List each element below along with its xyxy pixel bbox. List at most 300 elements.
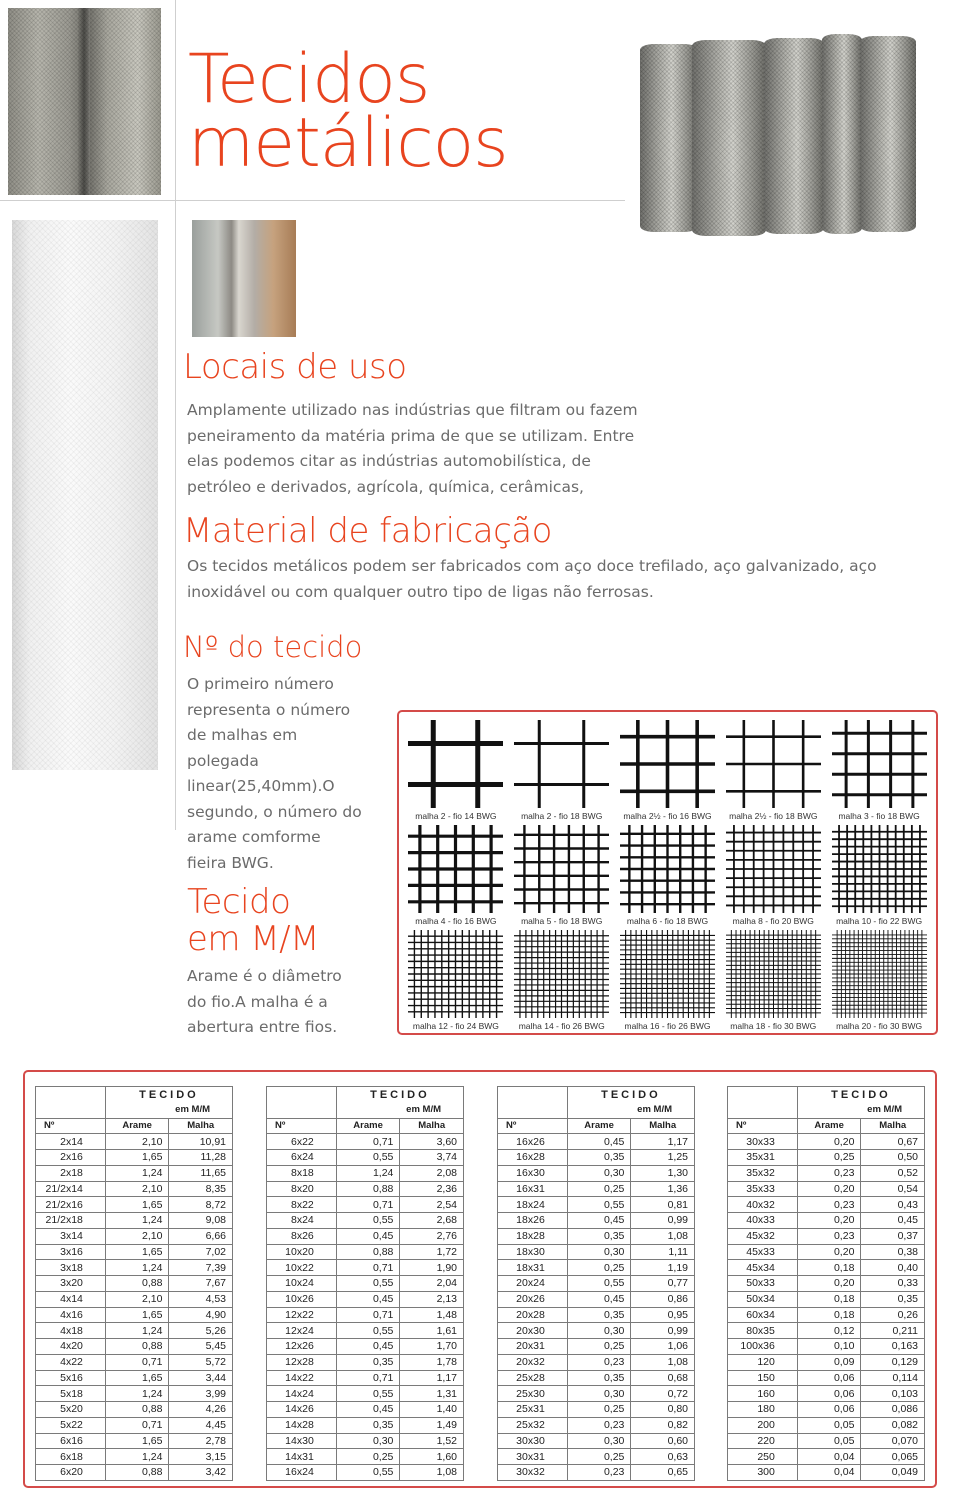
table-row <box>267 1244 464 1260</box>
table-unit: em M/M <box>567 1102 694 1118</box>
cell-numero: 6x22 <box>267 1134 337 1150</box>
table-row <box>498 1165 695 1181</box>
cell-arame: 0,23 <box>797 1165 861 1181</box>
mm-text: Arame é o diâmetro do fio.A malha é a abertura entre fios. <box>187 967 342 1036</box>
cell-numero: 30x30 <box>498 1433 568 1449</box>
cell-arame: 0,23 <box>567 1417 631 1433</box>
cell-numero: 14x28 <box>267 1417 337 1433</box>
cell-numero: 10x24 <box>267 1276 337 1292</box>
cell-arame: 0,25 <box>797 1150 861 1166</box>
cell-malha: 1,08 <box>631 1354 695 1370</box>
cell-malha: 1,61 <box>400 1323 464 1339</box>
cell-numero: 12x22 <box>267 1307 337 1323</box>
cell-arame: 0,71 <box>105 1417 169 1433</box>
cell-arame: 1,65 <box>105 1433 169 1449</box>
cell-malha: 0,65 <box>631 1465 695 1481</box>
cell-malha: 0,086 <box>861 1402 925 1418</box>
mesh-sample-item <box>720 821 826 926</box>
table-row <box>498 1244 695 1260</box>
cell-arame: 0,35 <box>336 1417 400 1433</box>
table-row <box>498 1276 695 1292</box>
cell-numero: 20x31 <box>498 1339 568 1355</box>
cell-malha: 0,163 <box>861 1339 925 1355</box>
mesh-sample-label: malha 10 - fio 22 BWG <box>836 916 923 926</box>
mesh-rolls-photo <box>636 30 916 240</box>
cell-arame: 1,24 <box>105 1165 169 1181</box>
cell-numero: 4x16 <box>36 1307 106 1323</box>
cell-arame: 0,45 <box>336 1228 400 1244</box>
cell-numero: 25x31 <box>498 1402 568 1418</box>
cell-arame: 0,25 <box>567 1402 631 1418</box>
table-row <box>498 1134 695 1150</box>
cell-numero: 6x16 <box>36 1433 106 1449</box>
mesh-sample-swatch <box>832 720 927 808</box>
cell-malha: 1,90 <box>400 1260 464 1276</box>
mesh-sample-swatch <box>620 720 715 808</box>
cell-arame: 0,25 <box>567 1339 631 1355</box>
cell-malha: 0,103 <box>861 1386 925 1402</box>
table-row <box>728 1370 925 1386</box>
table-row <box>267 1433 464 1449</box>
cell-numero: 180 <box>728 1402 798 1418</box>
cell-numero: 35x32 <box>728 1165 798 1181</box>
cell-numero: 14x22 <box>267 1370 337 1386</box>
table-row <box>36 1402 233 1418</box>
table-row <box>267 1291 464 1307</box>
cell-arame: 0,30 <box>567 1165 631 1181</box>
mesh-sample-item <box>826 821 932 926</box>
cell-malha: 3,44 <box>169 1370 233 1386</box>
cell-numero: 20x28 <box>498 1307 568 1323</box>
mesh-sample-swatch <box>408 825 503 913</box>
locais-heading: Locais de uso <box>183 347 407 387</box>
cell-arame: 0,20 <box>797 1134 861 1150</box>
cell-numero: 12x28 <box>267 1354 337 1370</box>
cell-numero: 12x26 <box>267 1339 337 1355</box>
cell-arame: 0,18 <box>797 1260 861 1276</box>
cell-arame: 0,05 <box>797 1417 861 1433</box>
table-row <box>36 1165 233 1181</box>
mesh-sample-item <box>615 716 721 821</box>
table-row <box>36 1339 233 1355</box>
cell-numero: 16x31 <box>498 1181 568 1197</box>
mm-heading <box>187 884 319 958</box>
cell-numero: 80x35 <box>728 1323 798 1339</box>
cell-numero: 14x30 <box>267 1433 337 1449</box>
table-row <box>267 1402 464 1418</box>
table-row <box>36 1307 233 1323</box>
column-header-n: Nº <box>728 1118 798 1134</box>
cell-malha: 6,66 <box>169 1228 233 1244</box>
table-row <box>728 1150 925 1166</box>
cell-malha: 0,99 <box>631 1213 695 1229</box>
table-row <box>267 1150 464 1166</box>
cell-arame: 0,06 <box>797 1402 861 1418</box>
cell-malha: 1,08 <box>400 1465 464 1481</box>
cell-malha: 0,77 <box>631 1276 695 1292</box>
mesh-sample-item <box>615 926 721 1031</box>
cell-malha: 1,72 <box>400 1244 464 1260</box>
cell-malha: 0,070 <box>861 1433 925 1449</box>
cell-malha: 1,08 <box>631 1228 695 1244</box>
table-row <box>36 1370 233 1386</box>
cell-arame: 0,23 <box>567 1465 631 1481</box>
cell-malha: 0,82 <box>631 1417 695 1433</box>
cell-arame: 0,88 <box>105 1276 169 1292</box>
mesh-sample-label: malha 6 - fio 18 BWG <box>626 916 709 926</box>
cell-malha: 2,54 <box>400 1197 464 1213</box>
cell-malha: 0,38 <box>861 1244 925 1260</box>
cell-arame: 0,25 <box>336 1449 400 1465</box>
cell-malha: 3,60 <box>400 1134 464 1150</box>
cell-malha: 4,90 <box>169 1307 233 1323</box>
spec-table <box>266 1086 464 1481</box>
mesh-samples-grid <box>403 716 932 1029</box>
table-row <box>267 1260 464 1276</box>
table-row <box>267 1181 464 1197</box>
cell-numero: 3x14 <box>36 1228 106 1244</box>
cell-malha: 2,36 <box>400 1181 464 1197</box>
table-title: TECIDO <box>336 1087 463 1103</box>
table-row <box>267 1197 464 1213</box>
cell-numero: 300 <box>728 1465 798 1481</box>
cell-arame: 1,24 <box>105 1213 169 1229</box>
cell-numero: 5x22 <box>36 1417 106 1433</box>
cell-malha: 0,37 <box>861 1228 925 1244</box>
mesh-sample-photo <box>192 220 296 337</box>
table-title: TECIDO <box>105 1087 232 1103</box>
cell-arame: 0,20 <box>797 1276 861 1292</box>
cell-malha: 0,80 <box>631 1402 695 1418</box>
cell-numero: 16x28 <box>498 1150 568 1166</box>
cell-arame: 0,35 <box>567 1370 631 1386</box>
cell-malha: 5,45 <box>169 1339 233 1355</box>
cell-numero: 10x20 <box>267 1244 337 1260</box>
mesh-sample-item <box>403 716 509 821</box>
cell-numero: 30x32 <box>498 1465 568 1481</box>
table-unit: em M/M <box>105 1102 232 1118</box>
mm-heading-line2: em M/M <box>187 919 319 959</box>
spec-table <box>497 1086 695 1481</box>
cell-malha: 1,52 <box>400 1433 464 1449</box>
cell-malha: 0,54 <box>861 1181 925 1197</box>
cell-malha: 11,28 <box>169 1150 233 1166</box>
spec-table-2 <box>266 1086 464 1481</box>
cell-arame: 0,55 <box>567 1197 631 1213</box>
column-header-n: Nº <box>36 1118 106 1134</box>
cell-numero: 18x31 <box>498 1260 568 1276</box>
cell-malha: 0,35 <box>861 1291 925 1307</box>
cell-arame: 1,24 <box>105 1449 169 1465</box>
cell-arame: 0,06 <box>797 1370 861 1386</box>
table-row <box>36 1354 233 1370</box>
cell-arame: 0,55 <box>336 1276 400 1292</box>
table-row <box>728 1291 925 1307</box>
cell-arame: 0,55 <box>336 1386 400 1402</box>
mesh-sample-item <box>509 821 615 926</box>
mesh-sample-swatch <box>832 930 927 1018</box>
table-row <box>498 1433 695 1449</box>
locais-text: Amplamente utilizado nas indústrias que filtram ou fazem peneiramento da matéria prima de que se utilizam. Entre elas podemos citar as indústrias automobilística, de petróleo e derivados, agrícola, química, cerâmicas, <box>187 401 638 496</box>
cell-arame: 0,55 <box>336 1323 400 1339</box>
cell-numero: 220 <box>728 1433 798 1449</box>
cell-arame: 0,20 <box>797 1181 861 1197</box>
cell-numero: 12x24 <box>267 1323 337 1339</box>
cell-numero: 10x22 <box>267 1260 337 1276</box>
table-row <box>728 1354 925 1370</box>
mesh-sample-label: malha 5 - fio 18 BWG <box>521 916 603 926</box>
cell-numero: 16x26 <box>498 1134 568 1150</box>
cell-arame: 0,45 <box>336 1339 400 1355</box>
cell-arame: 0,35 <box>567 1150 631 1166</box>
table-unit: em M/M <box>336 1102 463 1118</box>
cell-malha: 0,211 <box>861 1323 925 1339</box>
material-heading: Material de fabricação <box>183 511 552 551</box>
cell-numero: 100x36 <box>728 1339 798 1355</box>
numero-heading: Nº do tecido <box>183 630 363 664</box>
cell-numero: 160 <box>728 1386 798 1402</box>
cell-arame: 0,25 <box>567 1449 631 1465</box>
cell-arame: 0,88 <box>336 1244 400 1260</box>
cell-numero: 3x16 <box>36 1244 106 1260</box>
table-row <box>498 1354 695 1370</box>
cell-numero: 150 <box>728 1370 798 1386</box>
mesh-sample-label: malha 12 - fio 24 BWG <box>412 1021 499 1031</box>
cell-malha: 0,81 <box>631 1197 695 1213</box>
cell-numero: 50x33 <box>728 1276 798 1292</box>
table-row <box>267 1213 464 1229</box>
table-row <box>267 1386 464 1402</box>
cell-malha: 0,63 <box>631 1449 695 1465</box>
cell-numero: 18x30 <box>498 1244 568 1260</box>
cell-malha: 1,06 <box>631 1339 695 1355</box>
table-unit: em M/M <box>797 1102 924 1118</box>
cell-numero: 4x18 <box>36 1323 106 1339</box>
cell-malha: 1,60 <box>400 1449 464 1465</box>
mesh-sample-item <box>720 926 826 1031</box>
cell-arame: 0,06 <box>797 1386 861 1402</box>
cell-numero: 40x32 <box>728 1197 798 1213</box>
cell-numero: 250 <box>728 1449 798 1465</box>
table-row <box>498 1402 695 1418</box>
cell-malha: 7,02 <box>169 1244 233 1260</box>
mesh-sample-swatch <box>620 930 715 1018</box>
cell-malha: 0,95 <box>631 1307 695 1323</box>
cell-malha: 0,67 <box>861 1134 925 1150</box>
cell-numero: 20x24 <box>498 1276 568 1292</box>
cell-malha: 0,065 <box>861 1449 925 1465</box>
table-row <box>267 1307 464 1323</box>
table-row <box>728 1465 925 1481</box>
cell-numero: 35x33 <box>728 1181 798 1197</box>
table-title: TECIDO <box>797 1087 924 1103</box>
cell-arame: 0,18 <box>797 1307 861 1323</box>
cell-numero: 8x24 <box>267 1213 337 1229</box>
cell-malha: 2,76 <box>400 1228 464 1244</box>
cell-arame: 0,55 <box>567 1276 631 1292</box>
cell-arame: 0,04 <box>797 1449 861 1465</box>
table-row <box>728 1165 925 1181</box>
table-row <box>498 1213 695 1229</box>
page-title <box>188 40 508 183</box>
vertical-divider <box>175 0 176 830</box>
mesh-sample-label: malha 2½ - fio 18 BWG <box>729 811 818 821</box>
table-row <box>498 1339 695 1355</box>
spec-table <box>727 1086 925 1481</box>
table-row <box>36 1291 233 1307</box>
mesh-sample-label: malha 18 - fio 30 BWG <box>730 1021 817 1031</box>
cell-numero: 6x20 <box>36 1465 106 1481</box>
horizontal-divider <box>0 200 625 201</box>
mesh-sample-item <box>403 821 509 926</box>
table-row <box>498 1260 695 1276</box>
mesh-sample-swatch <box>832 825 927 913</box>
cell-numero: 6x18 <box>36 1449 106 1465</box>
mesh-closeup-photo <box>8 8 161 195</box>
cell-numero: 2x18 <box>36 1165 106 1181</box>
cell-numero: 60x34 <box>728 1307 798 1323</box>
table-row <box>728 1276 925 1292</box>
cell-numero: 8x20 <box>267 1181 337 1197</box>
column-header-arame: Arame <box>567 1118 631 1134</box>
cell-arame: 0,30 <box>567 1386 631 1402</box>
cell-malha: 1,31 <box>400 1386 464 1402</box>
cell-arame: 0,71 <box>336 1134 400 1150</box>
cell-numero: 4x14 <box>36 1291 106 1307</box>
table-row <box>267 1134 464 1150</box>
cell-arame: 0,35 <box>567 1228 631 1244</box>
table-row <box>498 1465 695 1481</box>
table-row <box>728 1213 925 1229</box>
cell-numero: 8x22 <box>267 1197 337 1213</box>
cell-malha: 4,26 <box>169 1402 233 1418</box>
mesh-sample-item <box>509 716 615 821</box>
cell-arame: 0,20 <box>797 1213 861 1229</box>
table-row <box>36 1386 233 1402</box>
cell-malha: 0,33 <box>861 1276 925 1292</box>
cell-arame: 0,71 <box>336 1197 400 1213</box>
cell-arame: 0,71 <box>336 1370 400 1386</box>
table-row <box>267 1417 464 1433</box>
table-row <box>728 1260 925 1276</box>
table-row <box>728 1386 925 1402</box>
cell-malha: 9,08 <box>169 1213 233 1229</box>
table-row <box>728 1417 925 1433</box>
table-row <box>728 1197 925 1213</box>
column-header-arame: Arame <box>336 1118 400 1134</box>
cell-numero: 25x30 <box>498 1386 568 1402</box>
cell-malha: 1,78 <box>400 1354 464 1370</box>
cell-numero: 8x26 <box>267 1228 337 1244</box>
cell-malha: 0,129 <box>861 1354 925 1370</box>
table-row <box>498 1228 695 1244</box>
table-row <box>267 1276 464 1292</box>
cell-numero: 14x24 <box>267 1386 337 1402</box>
column-header-malha: Malha <box>861 1118 925 1134</box>
cell-numero: 14x26 <box>267 1402 337 1418</box>
cell-arame: 0,30 <box>567 1433 631 1449</box>
table-row <box>498 1386 695 1402</box>
cell-numero: 120 <box>728 1354 798 1370</box>
cell-arame: 1,65 <box>105 1197 169 1213</box>
table-row <box>36 1276 233 1292</box>
cell-malha: 1,17 <box>400 1370 464 1386</box>
cell-arame: 1,24 <box>105 1323 169 1339</box>
cell-arame: 0,25 <box>567 1181 631 1197</box>
cell-arame: 0,30 <box>567 1323 631 1339</box>
cell-numero: 5x20 <box>36 1402 106 1418</box>
cell-malha: 0,86 <box>631 1291 695 1307</box>
mesh-sample-label: malha 2½ - fio 16 BWG <box>623 811 712 821</box>
table-row <box>36 1449 233 1465</box>
cell-malha: 0,049 <box>861 1465 925 1481</box>
table-row <box>498 1370 695 1386</box>
cell-malha: 4,53 <box>169 1291 233 1307</box>
cell-malha: 3,15 <box>169 1449 233 1465</box>
table-row <box>728 1307 925 1323</box>
cell-malha: 7,67 <box>169 1276 233 1292</box>
table-row <box>267 1228 464 1244</box>
spec-tables-panel <box>23 1070 937 1488</box>
table-row <box>498 1181 695 1197</box>
cell-arame: 0,18 <box>797 1291 861 1307</box>
cell-malha: 10,91 <box>169 1134 233 1150</box>
table-row <box>36 1433 233 1449</box>
mesh-sample-item <box>403 926 509 1031</box>
table-row <box>36 1323 233 1339</box>
cell-numero: 10x26 <box>267 1291 337 1307</box>
mesh-sample-swatch <box>514 930 609 1018</box>
table-row <box>267 1323 464 1339</box>
cell-numero: 25x28 <box>498 1370 568 1386</box>
cell-malha: 0,114 <box>861 1370 925 1386</box>
cell-malha: 1,49 <box>400 1417 464 1433</box>
cell-malha: 0,40 <box>861 1260 925 1276</box>
cell-numero: 21/2x14 <box>36 1181 106 1197</box>
page-title-line2: metálicos <box>188 104 508 183</box>
cell-arame: 1,24 <box>105 1260 169 1276</box>
material-text: Os tecidos metálicos podem ser fabricados com aço doce trefilado, aço galvanizado, aço inoxidável ou com qualquer outro tipo de ligas não ferrosas. <box>187 557 877 601</box>
mesh-sample-label: malha 2 - fio 18 BWG <box>521 811 603 821</box>
cell-malha: 2,08 <box>400 1165 464 1181</box>
cell-numero: 45x32 <box>728 1228 798 1244</box>
mesh-sample-label: malha 20 - fio 30 BWG <box>836 1021 923 1031</box>
cell-numero: 3x20 <box>36 1276 106 1292</box>
table-row <box>36 1134 233 1150</box>
table-row <box>728 1244 925 1260</box>
cell-arame: 1,24 <box>105 1386 169 1402</box>
cell-arame: 0,55 <box>336 1150 400 1166</box>
cell-malha: 4,45 <box>169 1417 233 1433</box>
cell-arame: 0,20 <box>797 1244 861 1260</box>
column-header-arame: Arame <box>797 1118 861 1134</box>
table-row <box>267 1165 464 1181</box>
cell-numero: 21/2x18 <box>36 1213 106 1229</box>
cell-malha: 1,70 <box>400 1339 464 1355</box>
cell-numero: 30x31 <box>498 1449 568 1465</box>
cell-malha: 0,52 <box>861 1165 925 1181</box>
cell-malha: 5,26 <box>169 1323 233 1339</box>
cell-malha: 7,39 <box>169 1260 233 1276</box>
mesh-sample-item <box>615 821 721 926</box>
cell-numero: 18x26 <box>498 1213 568 1229</box>
cell-malha: 3,42 <box>169 1465 233 1481</box>
mesh-sample-item <box>509 926 615 1031</box>
table-row <box>728 1134 925 1150</box>
mesh-sample-swatch <box>408 720 503 808</box>
cell-arame: 0,04 <box>797 1465 861 1481</box>
cell-malha: 2,68 <box>400 1213 464 1229</box>
